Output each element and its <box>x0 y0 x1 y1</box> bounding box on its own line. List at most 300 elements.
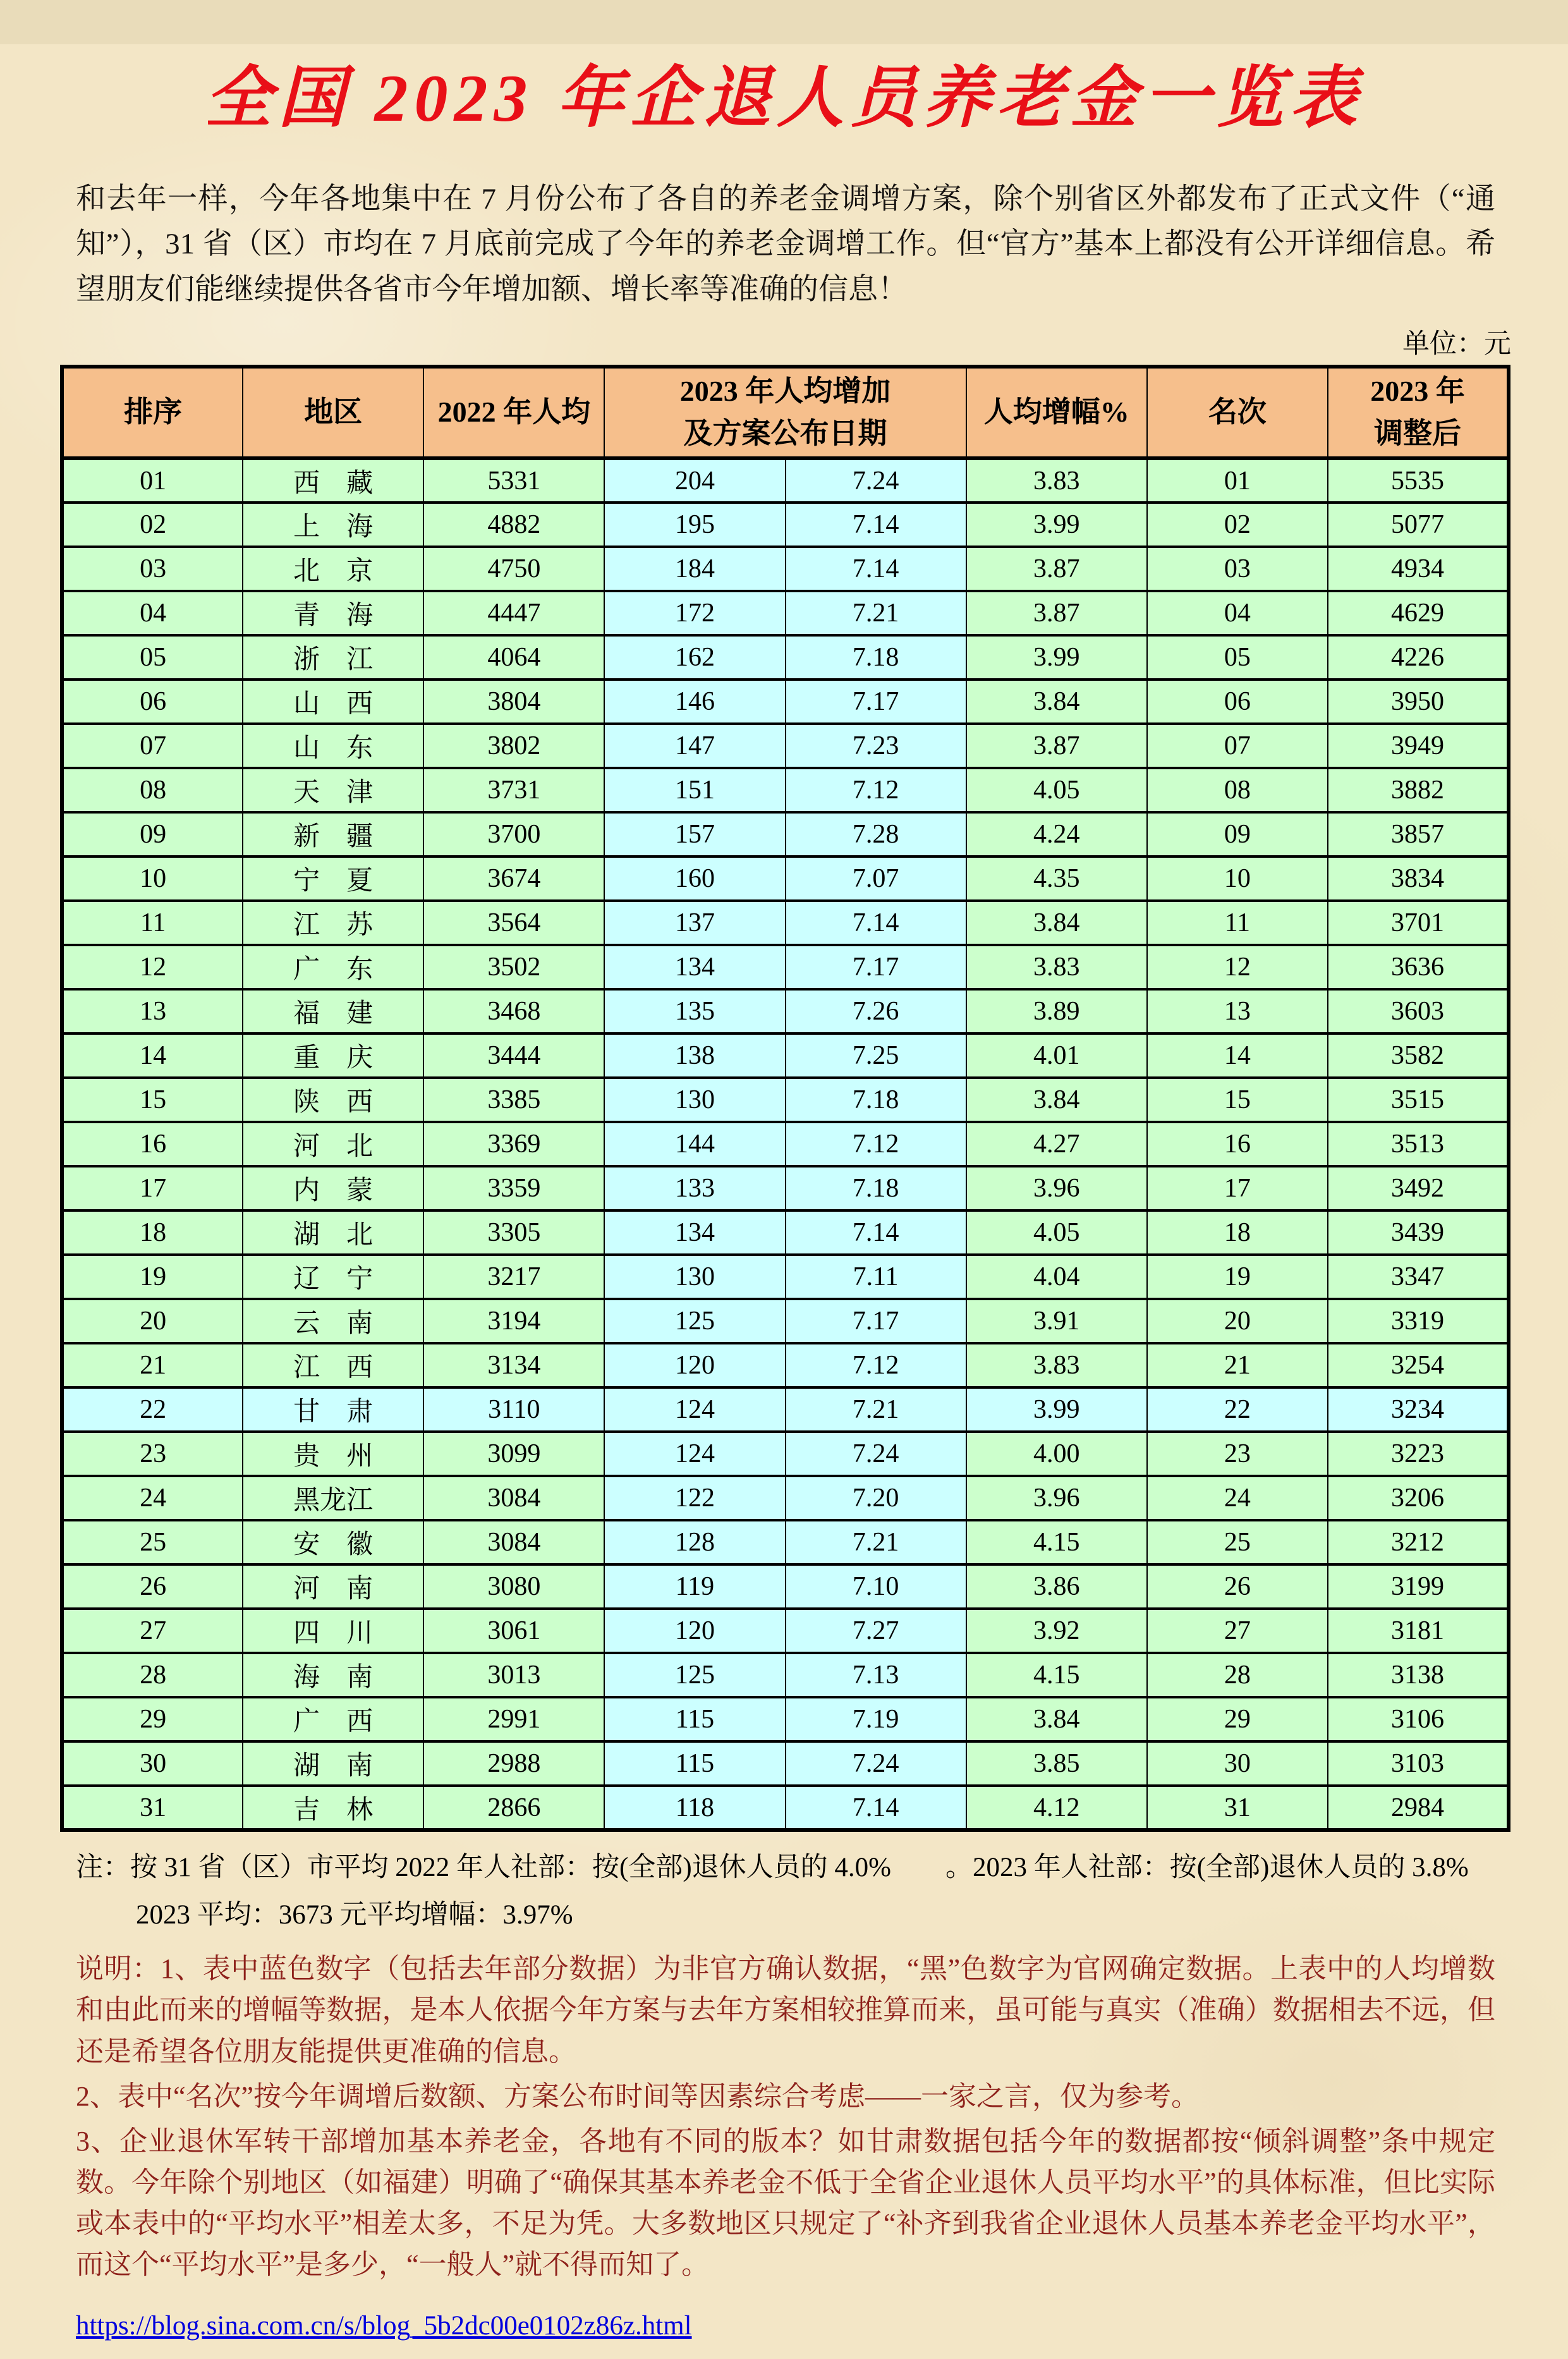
cell-date: 7.26 <box>786 989 966 1033</box>
table-row <box>62 1078 1509 1122</box>
cell-pct: 3.83 <box>966 1343 1147 1387</box>
cell-pct: 3.83 <box>966 458 1147 503</box>
cell-date: 7.14 <box>786 1786 966 1830</box>
cell-y2022: 2866 <box>423 1786 604 1830</box>
cell-add: 144 <box>604 1122 785 1166</box>
cell-date: 7.18 <box>786 1166 966 1210</box>
cell-add: 115 <box>604 1741 785 1786</box>
cell-region: 天 津 <box>243 768 423 812</box>
cell-place: 10 <box>1147 856 1328 901</box>
cell-pct: 3.87 <box>966 547 1147 591</box>
cell-y2022: 3802 <box>423 724 604 768</box>
cell-date: 7.17 <box>786 680 966 724</box>
cell-y2023: 5077 <box>1328 503 1509 547</box>
blog-link-wrap <box>76 2310 1495 2341</box>
cell-place: 21 <box>1147 1343 1328 1387</box>
cell-place: 04 <box>1147 591 1328 635</box>
cell-place: 09 <box>1147 812 1328 856</box>
cell-pct: 3.99 <box>966 1387 1147 1432</box>
cell-place: 05 <box>1147 635 1328 680</box>
cell-place: 28 <box>1147 1653 1328 1697</box>
cell-date: 7.10 <box>786 1564 966 1609</box>
cell-rank: 06 <box>62 680 243 724</box>
cell-y2022: 3080 <box>423 1564 604 1609</box>
cell-rank: 17 <box>62 1166 243 1210</box>
cell-region: 浙 江 <box>243 635 423 680</box>
cell-add: 133 <box>604 1166 785 1210</box>
cell-y2022: 4447 <box>423 591 604 635</box>
cell-y2022: 3194 <box>423 1299 604 1343</box>
cell-date: 7.11 <box>786 1255 966 1299</box>
table-row <box>62 1255 1509 1299</box>
cell-date: 7.14 <box>786 503 966 547</box>
cell-add: 138 <box>604 1033 785 1078</box>
table-row <box>62 724 1509 768</box>
table-row <box>62 1033 1509 1078</box>
cell-place: 12 <box>1147 945 1328 989</box>
cell-place: 08 <box>1147 768 1328 812</box>
cell-pct: 3.85 <box>966 1741 1147 1786</box>
intro-paragraph: 和去年一样，今年各地集中在 7 月份公布了各自的养老金调增方案，除个别省区外都发布了正式文件（“通知”），31 省（区）市均在 7 月底前完成了今年的养老金调增工作。但“官方”基本上都没有公开详细信息。希望朋友们能继续提供各省市今年增加额、增长率等准确的信息！ <box>76 183 1495 306</box>
cell-rank: 15 <box>62 1078 243 1122</box>
cell-date: 7.24 <box>786 458 966 503</box>
cell-pct: 3.84 <box>966 901 1147 945</box>
table-row <box>62 591 1509 635</box>
header-2023-increase-line1: 2023 年人均增加 <box>679 375 891 408</box>
cell-add: 157 <box>604 812 785 856</box>
cell-y2023: 3206 <box>1328 1476 1509 1520</box>
cell-region: 河 北 <box>243 1122 423 1166</box>
cell-add: 204 <box>604 458 785 503</box>
cell-y2022: 3468 <box>423 989 604 1033</box>
page-title: 全国 2023 年企退人员养老金一览表 <box>205 61 1363 135</box>
cell-y2023: 3950 <box>1328 680 1509 724</box>
table-row <box>62 547 1509 591</box>
cell-rank: 23 <box>62 1432 243 1476</box>
header-2023-increase-date <box>604 367 966 458</box>
cell-y2023: 3949 <box>1328 724 1509 768</box>
cell-y2023: 3492 <box>1328 1166 1509 1210</box>
cell-place: 19 <box>1147 1255 1328 1299</box>
cell-add: 172 <box>604 591 785 635</box>
cell-rank: 05 <box>62 635 243 680</box>
cell-date: 7.24 <box>786 1432 966 1476</box>
cell-y2023: 3234 <box>1328 1387 1509 1432</box>
cell-y2022: 3099 <box>423 1432 604 1476</box>
cell-date: 7.21 <box>786 591 966 635</box>
cell-date: 7.12 <box>786 1122 966 1166</box>
cell-pct: 4.04 <box>966 1255 1147 1299</box>
cell-rank: 10 <box>62 856 243 901</box>
cell-pct: 3.87 <box>966 724 1147 768</box>
table-row <box>62 1609 1509 1653</box>
cell-y2023: 3636 <box>1328 945 1509 989</box>
cell-y2023: 3582 <box>1328 1033 1509 1078</box>
cell-pct: 3.84 <box>966 1078 1147 1122</box>
cell-place: 22 <box>1147 1387 1328 1432</box>
pension-table <box>60 365 1510 1832</box>
cell-y2022: 3110 <box>423 1387 604 1432</box>
cell-pct: 4.05 <box>966 1210 1147 1255</box>
cell-y2023: 3199 <box>1328 1564 1509 1609</box>
note-2023-average: 2023 平均：3673 元平均增幅：3.97% <box>136 1900 573 1930</box>
cell-y2022: 4064 <box>423 635 604 680</box>
red-note-1: 说明：1、表中蓝色数字（包括去年部分数据）为非官方确认数据，“黑”色数字为官网确定数据。上表中的人均增数和由此而来的增幅等数据，是本人依据今年方案与去年方案相较推算而来，虽可能与真实（准确）数据相去不远，但还是希望各位朋友能提供更准确的信息。 <box>76 1953 1495 2067</box>
cell-y2022: 3084 <box>423 1476 604 1520</box>
cell-place: 23 <box>1147 1432 1328 1476</box>
cell-y2022: 3700 <box>423 812 604 856</box>
table-row <box>62 1564 1509 1609</box>
cell-y2023: 3223 <box>1328 1432 1509 1476</box>
cell-pct: 3.99 <box>966 503 1147 547</box>
cell-y2023: 3857 <box>1328 812 1509 856</box>
cell-y2023: 5535 <box>1328 458 1509 503</box>
cell-region: 四 川 <box>243 1609 423 1653</box>
cell-add: 119 <box>604 1564 785 1609</box>
cell-date: 7.17 <box>786 1299 966 1343</box>
cell-add: 184 <box>604 547 785 591</box>
red-notes-block <box>76 1948 1495 2285</box>
cell-place: 02 <box>1147 503 1328 547</box>
cell-add: 134 <box>604 1210 785 1255</box>
table-row <box>62 989 1509 1033</box>
cell-date: 7.21 <box>786 1520 966 1564</box>
table-row <box>62 1786 1509 1830</box>
cell-add: 118 <box>604 1786 785 1830</box>
cell-rank: 13 <box>62 989 243 1033</box>
cell-rank: 14 <box>62 1033 243 1078</box>
cell-y2022: 2991 <box>423 1697 604 1741</box>
cell-place: 17 <box>1147 1166 1328 1210</box>
table-row <box>62 503 1509 547</box>
header-2022-avg: 2022 年人均 <box>423 367 604 458</box>
cell-region: 安 徽 <box>243 1520 423 1564</box>
cell-pct: 4.15 <box>966 1653 1147 1697</box>
cell-add: 146 <box>604 680 785 724</box>
cell-region: 云 南 <box>243 1299 423 1343</box>
header-pct-increase: 人均增幅% <box>966 367 1147 458</box>
table-row <box>62 768 1509 812</box>
cell-y2022: 3061 <box>423 1609 604 1653</box>
table-row <box>62 1653 1509 1697</box>
cell-date: 7.14 <box>786 1210 966 1255</box>
cell-date: 7.25 <box>786 1033 966 1078</box>
cell-region: 广 东 <box>243 945 423 989</box>
cell-y2023: 3347 <box>1328 1255 1509 1299</box>
cell-rank: 25 <box>62 1520 243 1564</box>
cell-add: 128 <box>604 1520 785 1564</box>
cell-place: 25 <box>1147 1520 1328 1564</box>
cell-date: 7.27 <box>786 1609 966 1653</box>
cell-place: 31 <box>1147 1786 1328 1830</box>
table-row <box>62 945 1509 989</box>
cell-pct: 3.96 <box>966 1476 1147 1520</box>
cell-y2022: 5331 <box>423 458 604 503</box>
cell-y2023: 3212 <box>1328 1520 1509 1564</box>
table-row <box>62 1476 1509 1520</box>
cell-y2022: 3502 <box>423 945 604 989</box>
pension-table-body <box>62 458 1509 1830</box>
red-note-3: 3、企业退休军转干部增加基本养老金，各地有不同的版本？如甘肃数据包括今年的数据都按“倾斜调整”条中规定数。今年除个别地区（如福建）明确了“确保其基本养老金不低于全省企业退休人员平均水平”的具体标准，但比实际或本表中的“平均水平”相差太多，不足为凭。大多数地区只规定了“补齐到我省企业退休人员基本养老金平均水平”，而这个“平均水平”是多少，“一般人”就不得而知了。 <box>76 2125 1495 2281</box>
table-row <box>62 1210 1509 1255</box>
header-place: 名次 <box>1147 367 1328 458</box>
cell-region: 陕 西 <box>243 1078 423 1122</box>
cell-date: 7.28 <box>786 812 966 856</box>
cell-date: 7.14 <box>786 547 966 591</box>
cell-region: 山 东 <box>243 724 423 768</box>
cell-rank: 21 <box>62 1343 243 1387</box>
cell-add: 195 <box>604 503 785 547</box>
cell-y2023: 3603 <box>1328 989 1509 1033</box>
unit-label: 单位：元 <box>1402 329 1511 360</box>
cell-date: 7.20 <box>786 1476 966 1520</box>
pension-table-header <box>62 367 1509 458</box>
blog-link[interactable]: https://blog.sina.com.cn/s/blog_5b2dc00e0102z86z.html <box>76 2311 692 2341</box>
cell-region: 广 西 <box>243 1697 423 1741</box>
cell-pct: 3.92 <box>966 1609 1147 1653</box>
cell-y2022: 4750 <box>423 547 604 591</box>
cell-place: 30 <box>1147 1741 1328 1786</box>
cell-date: 7.17 <box>786 945 966 989</box>
cell-add: 120 <box>604 1343 785 1387</box>
table-row <box>62 1299 1509 1343</box>
cell-region: 新 疆 <box>243 812 423 856</box>
cell-region: 内 蒙 <box>243 1166 423 1210</box>
cell-pct: 4.00 <box>966 1432 1147 1476</box>
cell-rank: 30 <box>62 1741 243 1786</box>
cell-rank: 24 <box>62 1476 243 1520</box>
cell-y2023: 4934 <box>1328 547 1509 591</box>
cell-date: 7.18 <box>786 1078 966 1122</box>
cell-y2023: 4629 <box>1328 591 1509 635</box>
table-row <box>62 1387 1509 1432</box>
cell-add: 160 <box>604 856 785 901</box>
cell-place: 18 <box>1147 1210 1328 1255</box>
cell-y2023: 3319 <box>1328 1299 1509 1343</box>
cell-add: 151 <box>604 768 785 812</box>
cell-region: 贵 州 <box>243 1432 423 1476</box>
cell-pct: 4.15 <box>966 1520 1147 1564</box>
cell-y2022: 3305 <box>423 1210 604 1255</box>
header-row <box>62 367 1509 458</box>
table-row <box>62 1122 1509 1166</box>
table-row <box>62 856 1509 901</box>
cell-y2022: 3731 <box>423 768 604 812</box>
cell-y2023: 3181 <box>1328 1609 1509 1653</box>
cell-y2023: 3106 <box>1328 1697 1509 1741</box>
cell-y2023: 3515 <box>1328 1078 1509 1122</box>
cell-region: 甘 肃 <box>243 1387 423 1432</box>
cell-place: 06 <box>1147 680 1328 724</box>
cell-add: 125 <box>604 1299 785 1343</box>
cell-region: 河 南 <box>243 1564 423 1609</box>
cell-pct: 3.89 <box>966 989 1147 1033</box>
cell-y2022: 2988 <box>423 1741 604 1786</box>
cell-pct: 4.27 <box>966 1122 1147 1166</box>
cell-y2023: 3513 <box>1328 1122 1509 1166</box>
cell-add: 115 <box>604 1697 785 1741</box>
cell-y2023: 3882 <box>1328 768 1509 812</box>
cell-y2023: 4226 <box>1328 635 1509 680</box>
cell-place: 11 <box>1147 901 1328 945</box>
cell-pct: 3.84 <box>966 680 1147 724</box>
cell-place: 29 <box>1147 1697 1328 1741</box>
cell-add: 147 <box>604 724 785 768</box>
cell-pct: 3.86 <box>966 1564 1147 1609</box>
table-row <box>62 1741 1509 1786</box>
cell-rank: 09 <box>62 812 243 856</box>
cell-add: 124 <box>604 1432 785 1476</box>
cell-add: 120 <box>604 1609 785 1653</box>
cell-pct: 4.24 <box>966 812 1147 856</box>
table-row <box>62 901 1509 945</box>
cell-rank: 27 <box>62 1609 243 1653</box>
cell-region: 辽 宁 <box>243 1255 423 1299</box>
table-row <box>62 1343 1509 1387</box>
cell-date: 7.19 <box>786 1697 966 1741</box>
cell-place: 14 <box>1147 1033 1328 1078</box>
cell-y2022: 3385 <box>423 1078 604 1122</box>
cell-date: 7.07 <box>786 856 966 901</box>
cell-y2022: 4882 <box>423 503 604 547</box>
cell-y2022: 3217 <box>423 1255 604 1299</box>
cell-y2022: 3564 <box>423 901 604 945</box>
header-2023-adjusted <box>1328 367 1509 458</box>
cell-region: 西 藏 <box>243 458 423 503</box>
cell-add: 124 <box>604 1387 785 1432</box>
header-2023-adjusted-line2: 调整后 <box>1373 417 1461 449</box>
cell-add: 135 <box>604 989 785 1033</box>
cell-y2023: 3834 <box>1328 856 1509 901</box>
cell-pct: 3.87 <box>966 591 1147 635</box>
cell-region: 江 苏 <box>243 901 423 945</box>
cell-region: 青 海 <box>243 591 423 635</box>
cell-pct: 3.84 <box>966 1697 1147 1741</box>
header-rank: 排序 <box>62 367 243 458</box>
cell-y2022: 3084 <box>423 1520 604 1564</box>
cell-region: 湖 北 <box>243 1210 423 1255</box>
cell-region: 黑龙江 <box>243 1476 423 1520</box>
cell-rank: 18 <box>62 1210 243 1255</box>
header-2023-adjusted-line1: 2023 年 <box>1370 375 1465 408</box>
cell-y2022: 3804 <box>423 680 604 724</box>
cell-pct: 4.05 <box>966 768 1147 812</box>
cell-region: 上 海 <box>243 503 423 547</box>
table-row <box>62 1432 1509 1476</box>
cell-pct: 3.99 <box>966 635 1147 680</box>
cell-date: 7.24 <box>786 1741 966 1786</box>
cell-add: 162 <box>604 635 785 680</box>
cell-rank: 11 <box>62 901 243 945</box>
cell-region: 山 西 <box>243 680 423 724</box>
cell-add: 134 <box>604 945 785 989</box>
table-row <box>62 1697 1509 1741</box>
red-note-2: 2、表中“名次”按今年调增后数额、方案公布时间等因素综合考虑——一家之言，仅为参考。 <box>76 2080 1200 2112</box>
cell-rank: 03 <box>62 547 243 591</box>
cell-region: 宁 夏 <box>243 856 423 901</box>
cell-place: 26 <box>1147 1564 1328 1609</box>
cell-place: 03 <box>1147 547 1328 591</box>
cell-region: 江 西 <box>243 1343 423 1387</box>
cell-y2023: 2984 <box>1328 1786 1509 1830</box>
cell-date: 7.12 <box>786 768 966 812</box>
cell-place: 20 <box>1147 1299 1328 1343</box>
cell-place: 15 <box>1147 1078 1328 1122</box>
cell-date: 7.13 <box>786 1653 966 1697</box>
notes-section <box>76 1846 1495 2341</box>
cell-add: 130 <box>604 1078 785 1122</box>
cell-region: 海 南 <box>243 1653 423 1697</box>
cell-rank: 29 <box>62 1697 243 1741</box>
cell-pct: 3.96 <box>966 1166 1147 1210</box>
table-row <box>62 1166 1509 1210</box>
table-row <box>62 458 1509 503</box>
cell-pct: 3.83 <box>966 945 1147 989</box>
cell-add: 130 <box>604 1255 785 1299</box>
cell-rank: 22 <box>62 1387 243 1432</box>
note-official-rates: 注：按 31 省（区）市平均 2022 年人社部：按(全部)退休人员的 4.0% 。2023 年人社部：按(全部)退休人员的 3.8% <box>76 1853 1469 1883</box>
cell-rank: 28 <box>62 1653 243 1697</box>
cell-y2023: 3138 <box>1328 1653 1509 1697</box>
cell-y2023: 3701 <box>1328 901 1509 945</box>
cell-place: 16 <box>1147 1122 1328 1166</box>
cell-rank: 20 <box>62 1299 243 1343</box>
cell-date: 7.14 <box>786 901 966 945</box>
cell-y2023: 3103 <box>1328 1741 1509 1786</box>
cell-rank: 04 <box>62 591 243 635</box>
cell-place: 24 <box>1147 1476 1328 1520</box>
cell-rank: 31 <box>62 1786 243 1830</box>
cell-y2022: 3013 <box>423 1653 604 1697</box>
cell-region: 重 庆 <box>243 1033 423 1078</box>
cell-rank: 01 <box>62 458 243 503</box>
cell-date: 7.23 <box>786 724 966 768</box>
cell-rank: 12 <box>62 945 243 989</box>
cell-pct: 4.35 <box>966 856 1147 901</box>
cell-date: 7.18 <box>786 635 966 680</box>
table-row <box>62 1520 1509 1564</box>
table-row <box>62 635 1509 680</box>
cell-rank: 08 <box>62 768 243 812</box>
cell-y2022: 3444 <box>423 1033 604 1078</box>
cell-rank: 16 <box>62 1122 243 1166</box>
cell-rank: 07 <box>62 724 243 768</box>
cell-pct: 4.01 <box>966 1033 1147 1078</box>
page <box>0 44 1568 2359</box>
cell-y2023: 3439 <box>1328 1210 1509 1255</box>
header-region: 地区 <box>243 367 423 458</box>
cell-region: 福 建 <box>243 989 423 1033</box>
cell-region: 北 京 <box>243 547 423 591</box>
cell-rank: 02 <box>62 503 243 547</box>
cell-pct: 3.91 <box>966 1299 1147 1343</box>
cell-rank: 26 <box>62 1564 243 1609</box>
cell-y2023: 3254 <box>1328 1343 1509 1387</box>
cell-y2022: 3359 <box>423 1166 604 1210</box>
table-row <box>62 812 1509 856</box>
cell-date: 7.12 <box>786 1343 966 1387</box>
cell-add: 125 <box>604 1653 785 1697</box>
cell-place: 13 <box>1147 989 1328 1033</box>
cell-region: 吉 林 <box>243 1786 423 1830</box>
header-2023-increase-line2: 及方案公布日期 <box>683 417 887 449</box>
cell-add: 122 <box>604 1476 785 1520</box>
cell-place: 07 <box>1147 724 1328 768</box>
cell-rank: 19 <box>62 1255 243 1299</box>
cell-y2022: 3134 <box>423 1343 604 1387</box>
cell-date: 7.21 <box>786 1387 966 1432</box>
table-row <box>62 680 1509 724</box>
